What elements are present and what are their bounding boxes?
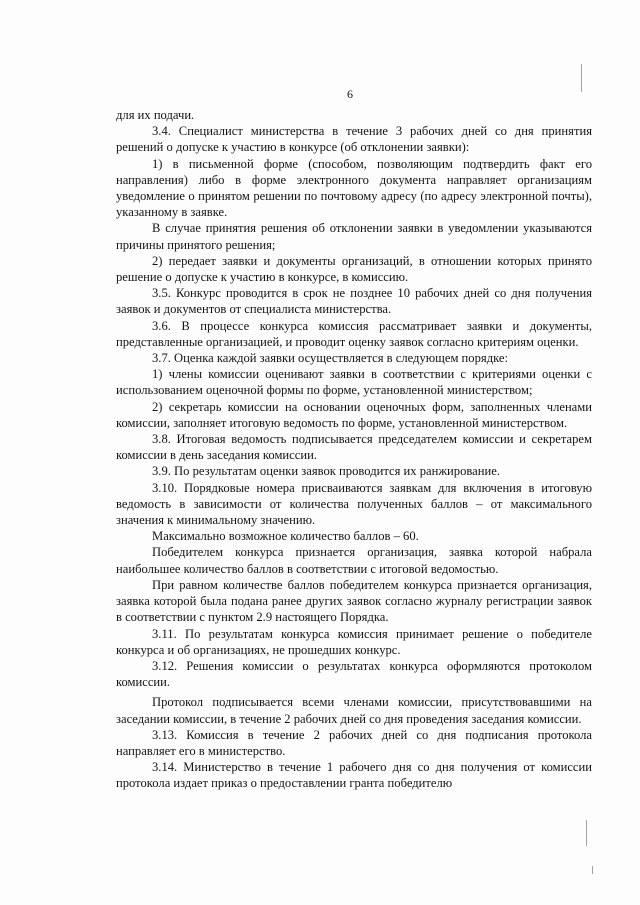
- paragraph: 1) в письменной форме (способом, позволяющим подтвердить факт его направления) либо в форме электронного документа направляет организациям уведомление о принятом решении по почтовому адресу (по адресу электронной почты), указанному в заявке.: [116, 156, 592, 220]
- paragraph: 3.14. Министерство в течение 1 рабочего дня со дня получения от комиссии протокола издает приказ о предоставлении гранта победителю: [116, 760, 592, 791]
- paragraph: Победителем конкурса признается организация, заявка которой набрала наибольшее количество баллов в соответствии с итоговой ведомостью.: [116, 545, 592, 576]
- paragraph: 2) секретарь комиссии на основании оценочных форм, заполненных членами комиссии, заполняет итоговую ведомость по форме, установленной министерством.: [116, 399, 592, 430]
- paragraph: 3.10. Порядковые номера присваиваются заявкам для включения в итоговую ведомость в зависимости от количества полученных баллов – от максимального значения к минимальному значению.: [116, 480, 592, 528]
- scan-margin-mark: [581, 64, 582, 92]
- paragraph: Протокол подписывается всеми членами комиссии, присутствовавшими на заседании комиссии, в течение 2 рабочих дней со дня проведения заседания комиссии.: [116, 695, 592, 726]
- page-number: 6: [347, 87, 353, 101]
- paragraph: При равном количестве баллов победителем конкурса признается организация, заявка которой была подана ранее других заявок согласно журналу регистрации заявок в соответствии с пунктом 2.9 настоящего Порядка.: [116, 577, 592, 625]
- paragraph: для их подачи.: [116, 108, 195, 122]
- paragraph: 1) члены комиссии оценивают заявки в соответствии с критериями оценки с использованием оценочной формы по форме, установленной министерством;: [116, 367, 592, 398]
- paragraph: В случае принятия решения об отклонении заявки в уведомлении указываются причины принятого решения;: [116, 221, 592, 252]
- document-body: [116, 107, 592, 792]
- paragraph: 3.11. По результатам конкурса комиссия принимает решение о победителе конкурса и об организациях, не прошедших конкурс.: [116, 626, 592, 657]
- paragraph: 3.9. По результатам оценки заявок проводится их ранжирование.: [152, 464, 500, 479]
- paragraph: Максимально возможное количество баллов – 60.: [152, 529, 419, 544]
- paragraph: 3.12. Решения комиссии о результатах конкурса оформляются протоколом комиссии.: [116, 658, 592, 690]
- paragraph: 3.4. Специалист министерства в течение 3 рабочих дней со дня принятия решений о допуске к участию в конкурсе (об отклонении заявки):: [116, 124, 592, 155]
- paragraph: 2) передает заявки и документы организаций, в отношении которых принято решение о допуске к участию в конкурсе, в комиссию.: [116, 253, 592, 285]
- paragraph: 3.13. Комиссия в течение 2 рабочих дней со дня подписания протокола направляет его в министерство.: [116, 727, 592, 758]
- scan-margin-mark: [592, 866, 593, 874]
- paragraph: 3.8. Итоговая ведомость подписывается председателем комиссии и секретарем комиссии в день заседания комиссии.: [116, 432, 592, 463]
- scan-margin-mark: [586, 820, 587, 846]
- paragraph: 3.6. В процессе конкурса комиссия рассматривает заявки и документы, представленные организацией, и проводит оценку заявок согласно критериям оценки.: [116, 318, 592, 349]
- paragraph: 3.5. Конкурс проводится в срок не позднее 10 рабочих дней со дня получения заявок и документов от специалиста министерства.: [116, 286, 592, 317]
- paragraph: 3.7. Оценка каждой заявки осуществляется в следующем порядке:: [152, 351, 508, 366]
